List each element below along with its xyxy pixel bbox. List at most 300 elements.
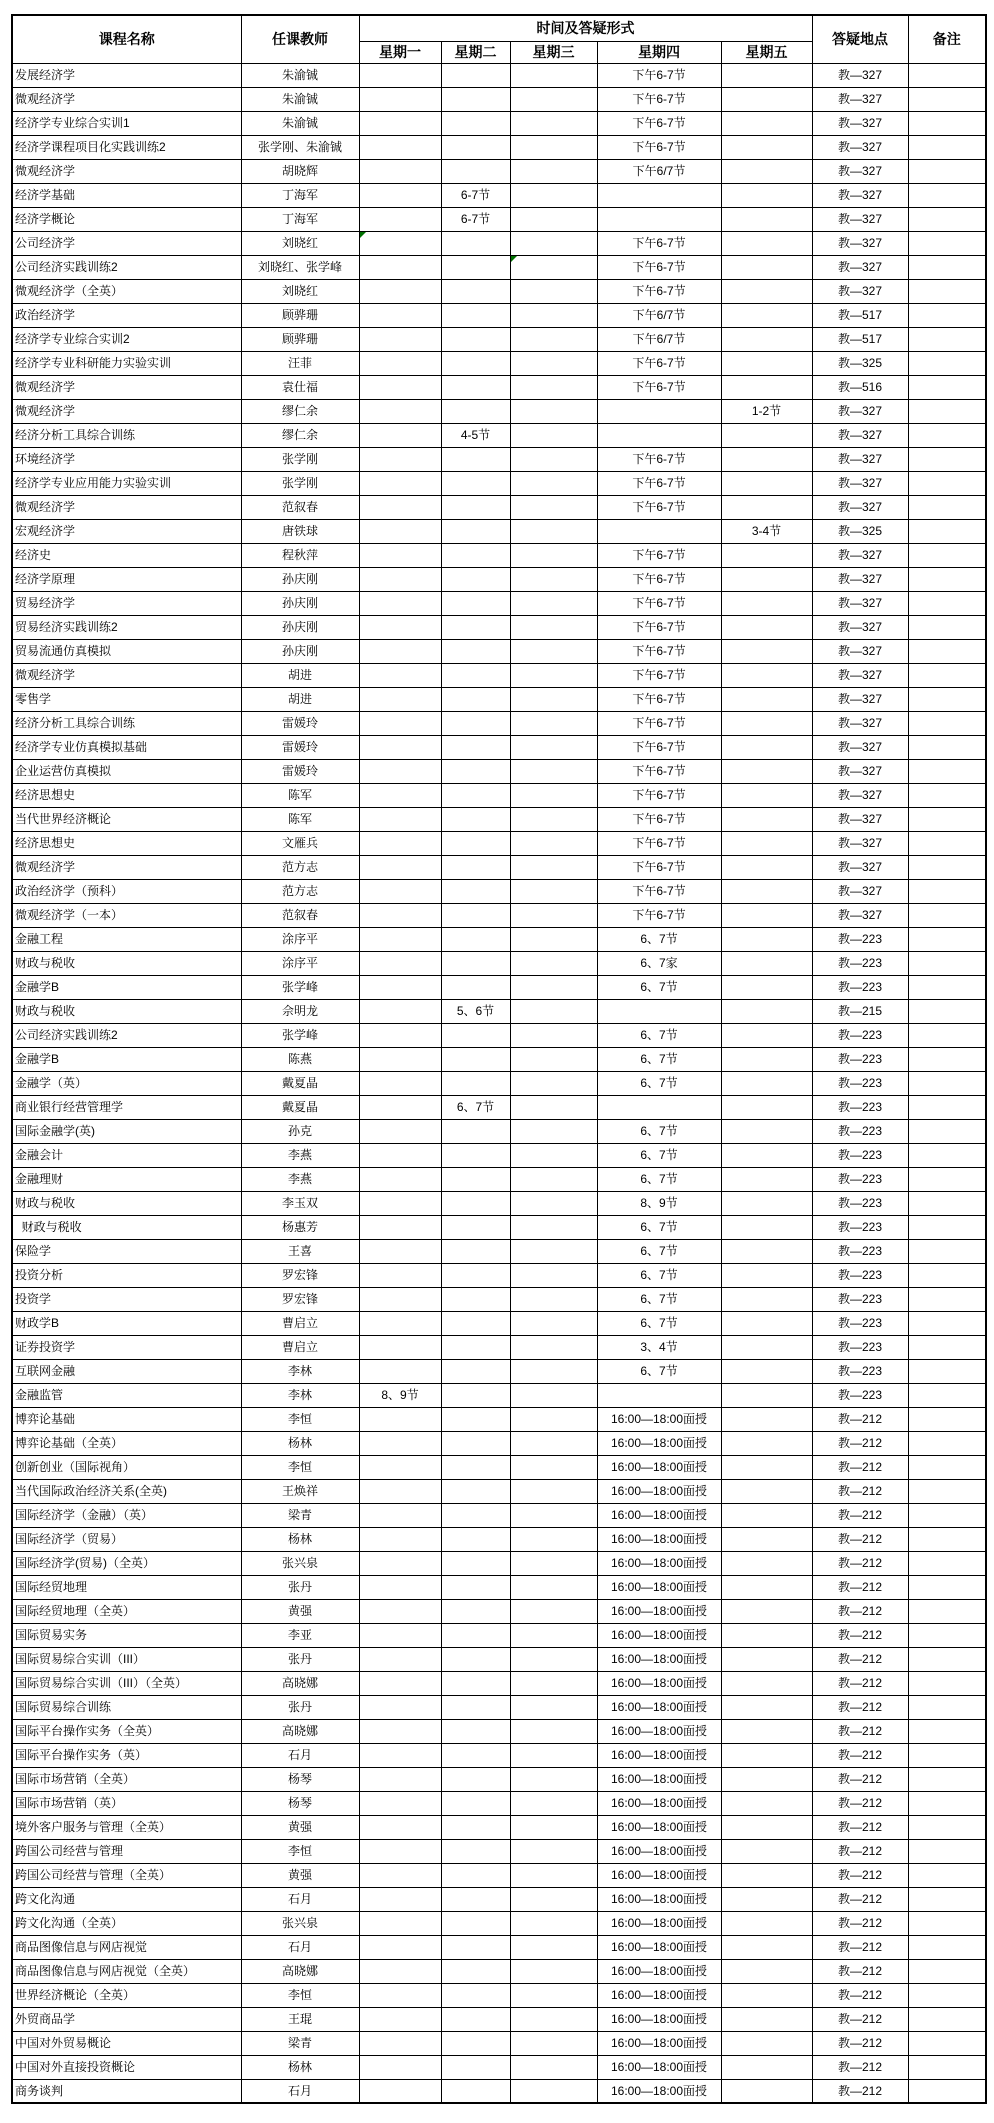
day-cell-wed[interactable] bbox=[510, 1575, 597, 1599]
teacher-cell[interactable]: 朱渝铖 bbox=[241, 87, 359, 111]
course-name-cell[interactable]: 跨国公司经营与管理 bbox=[12, 1839, 241, 1863]
day-cell-fri[interactable] bbox=[721, 207, 812, 231]
day-cell-thu[interactable]: 下午6-7节 bbox=[597, 807, 721, 831]
course-name-cell[interactable]: 国际贸易实务 bbox=[12, 1623, 241, 1647]
day-cell-tue[interactable] bbox=[441, 1407, 510, 1431]
day-cell-tue[interactable] bbox=[441, 1983, 510, 2007]
teacher-cell[interactable]: 陈军 bbox=[241, 807, 359, 831]
location-cell[interactable]: 教—327 bbox=[812, 447, 908, 471]
day-cell-wed[interactable] bbox=[510, 159, 597, 183]
course-name-cell[interactable]: 国际经贸地理（全英） bbox=[12, 1599, 241, 1623]
teacher-cell[interactable]: 朱渝铖 bbox=[241, 63, 359, 87]
course-name-cell[interactable]: 商品图像信息与网店视觉（全英） bbox=[12, 1959, 241, 1983]
day-cell-mon[interactable] bbox=[359, 1527, 441, 1551]
location-cell[interactable]: 教—327 bbox=[812, 567, 908, 591]
day-cell-wed[interactable] bbox=[510, 543, 597, 567]
note-cell[interactable] bbox=[908, 1167, 986, 1191]
day-cell-fri[interactable] bbox=[721, 855, 812, 879]
day-cell-mon[interactable] bbox=[359, 375, 441, 399]
course-name-cell[interactable]: 金融工程 bbox=[12, 927, 241, 951]
day-cell-thu[interactable]: 3、4节 bbox=[597, 1335, 721, 1359]
course-name-cell[interactable]: 国际经济学（金融）（英） bbox=[12, 1503, 241, 1527]
note-cell[interactable] bbox=[908, 207, 986, 231]
day-cell-wed[interactable] bbox=[510, 2031, 597, 2055]
day-cell-tue[interactable] bbox=[441, 1695, 510, 1719]
note-cell[interactable] bbox=[908, 903, 986, 927]
day-cell-wed[interactable] bbox=[510, 1167, 597, 1191]
location-cell[interactable]: 教—212 bbox=[812, 1935, 908, 1959]
course-name-cell[interactable]: 公司经济实践训练2 bbox=[12, 1023, 241, 1047]
note-cell[interactable] bbox=[908, 1047, 986, 1071]
course-name-cell[interactable]: 金融学（英） bbox=[12, 1071, 241, 1095]
note-cell[interactable] bbox=[908, 231, 986, 255]
day-cell-fri[interactable] bbox=[721, 1191, 812, 1215]
day-cell-fri[interactable] bbox=[721, 927, 812, 951]
day-cell-mon[interactable] bbox=[359, 1263, 441, 1287]
day-cell-mon[interactable] bbox=[359, 1575, 441, 1599]
teacher-cell[interactable]: 胡进 bbox=[241, 663, 359, 687]
course-name-cell[interactable]: 发展经济学 bbox=[12, 63, 241, 87]
teacher-cell[interactable]: 石月 bbox=[241, 1743, 359, 1767]
day-cell-fri[interactable] bbox=[721, 1071, 812, 1095]
teacher-cell[interactable]: 涂序平 bbox=[241, 951, 359, 975]
day-cell-wed[interactable] bbox=[510, 1839, 597, 1863]
day-cell-tue[interactable] bbox=[441, 615, 510, 639]
location-cell[interactable]: 教—327 bbox=[812, 639, 908, 663]
note-cell[interactable] bbox=[908, 807, 986, 831]
day-cell-tue[interactable] bbox=[441, 2031, 510, 2055]
day-cell-tue[interactable] bbox=[441, 1119, 510, 1143]
note-cell[interactable] bbox=[908, 1815, 986, 1839]
day-cell-wed[interactable] bbox=[510, 807, 597, 831]
teacher-cell[interactable]: 文雁兵 bbox=[241, 831, 359, 855]
day-cell-thu[interactable]: 16:00—18:00面授 bbox=[597, 1599, 721, 1623]
day-cell-thu[interactable]: 16:00—18:00面授 bbox=[597, 1551, 721, 1575]
teacher-cell[interactable]: 李燕 bbox=[241, 1167, 359, 1191]
course-name-cell[interactable]: 财政与税收 bbox=[12, 1191, 241, 1215]
teacher-cell[interactable]: 胡进 bbox=[241, 687, 359, 711]
day-cell-wed[interactable] bbox=[510, 1743, 597, 1767]
header-course-name[interactable]: 课程名称 bbox=[12, 15, 241, 63]
day-cell-fri[interactable] bbox=[721, 999, 812, 1023]
day-cell-thu[interactable]: 6、7节 bbox=[597, 1263, 721, 1287]
teacher-cell[interactable]: 杨琴 bbox=[241, 1767, 359, 1791]
teacher-cell[interactable]: 李恒 bbox=[241, 1455, 359, 1479]
day-cell-fri[interactable] bbox=[721, 951, 812, 975]
day-cell-tue[interactable] bbox=[441, 567, 510, 591]
location-cell[interactable]: 教—223 bbox=[812, 1167, 908, 1191]
header-location[interactable]: 答疑地点 bbox=[812, 15, 908, 63]
day-cell-tue[interactable] bbox=[441, 975, 510, 999]
day-cell-thu[interactable] bbox=[597, 399, 721, 423]
day-cell-mon[interactable] bbox=[359, 87, 441, 111]
day-cell-fri[interactable] bbox=[721, 1959, 812, 1983]
day-cell-thu[interactable]: 16:00—18:00面授 bbox=[597, 1839, 721, 1863]
day-cell-thu[interactable]: 下午6-7节 bbox=[597, 111, 721, 135]
day-cell-mon[interactable] bbox=[359, 111, 441, 135]
note-cell[interactable] bbox=[908, 1671, 986, 1695]
teacher-cell[interactable]: 陈军 bbox=[241, 783, 359, 807]
note-cell[interactable] bbox=[908, 1143, 986, 1167]
day-cell-wed[interactable] bbox=[510, 495, 597, 519]
day-cell-fri[interactable] bbox=[721, 1383, 812, 1407]
day-cell-thu[interactable]: 6、7节 bbox=[597, 975, 721, 999]
location-cell[interactable]: 教—327 bbox=[812, 111, 908, 135]
day-cell-fri[interactable] bbox=[721, 1335, 812, 1359]
course-name-cell[interactable]: 微观经济学 bbox=[12, 375, 241, 399]
day-cell-fri[interactable] bbox=[721, 1023, 812, 1047]
day-cell-fri[interactable] bbox=[721, 975, 812, 999]
location-cell[interactable]: 教—212 bbox=[812, 1671, 908, 1695]
day-cell-tue[interactable] bbox=[441, 63, 510, 87]
note-cell[interactable] bbox=[908, 1647, 986, 1671]
day-cell-mon[interactable] bbox=[359, 279, 441, 303]
day-cell-mon[interactable] bbox=[359, 2031, 441, 2055]
day-cell-thu[interactable]: 下午6-7节 bbox=[597, 567, 721, 591]
day-cell-fri[interactable] bbox=[721, 2007, 812, 2031]
note-cell[interactable] bbox=[908, 1599, 986, 1623]
course-name-cell[interactable]: 国际经贸地理 bbox=[12, 1575, 241, 1599]
day-cell-mon[interactable] bbox=[359, 855, 441, 879]
day-cell-fri[interactable] bbox=[721, 1527, 812, 1551]
day-cell-fri[interactable] bbox=[721, 735, 812, 759]
day-cell-thu[interactable]: 6、7家 bbox=[597, 951, 721, 975]
day-cell-mon[interactable] bbox=[359, 831, 441, 855]
teacher-cell[interactable]: 顾骅珊 bbox=[241, 303, 359, 327]
teacher-cell[interactable]: 李亚 bbox=[241, 1623, 359, 1647]
note-cell[interactable] bbox=[908, 639, 986, 663]
day-cell-tue[interactable] bbox=[441, 399, 510, 423]
course-name-cell[interactable]: 政治经济学 bbox=[12, 303, 241, 327]
day-cell-wed[interactable] bbox=[510, 975, 597, 999]
teacher-cell[interactable]: 黄强 bbox=[241, 1599, 359, 1623]
day-cell-tue[interactable] bbox=[441, 1719, 510, 1743]
day-cell-thu[interactable]: 16:00—18:00面授 bbox=[597, 1647, 721, 1671]
day-cell-tue[interactable] bbox=[441, 1839, 510, 1863]
day-cell-fri[interactable] bbox=[721, 1287, 812, 1311]
day-cell-wed[interactable] bbox=[510, 1383, 597, 1407]
teacher-cell[interactable]: 李燕 bbox=[241, 1143, 359, 1167]
location-cell[interactable]: 教—212 bbox=[812, 1887, 908, 1911]
day-cell-thu[interactable]: 16:00—18:00面授 bbox=[597, 1743, 721, 1767]
day-cell-tue[interactable] bbox=[441, 519, 510, 543]
note-cell[interactable] bbox=[908, 399, 986, 423]
day-cell-wed[interactable] bbox=[510, 111, 597, 135]
header-thursday[interactable]: 星期四 bbox=[597, 41, 721, 63]
course-name-cell[interactable]: 投资学 bbox=[12, 1287, 241, 1311]
day-cell-thu[interactable]: 6、7节 bbox=[597, 927, 721, 951]
location-cell[interactable]: 教—212 bbox=[812, 2055, 908, 2079]
day-cell-mon[interactable] bbox=[359, 447, 441, 471]
teacher-cell[interactable]: 张丹 bbox=[241, 1647, 359, 1671]
day-cell-tue[interactable] bbox=[441, 1911, 510, 1935]
day-cell-fri[interactable] bbox=[721, 1095, 812, 1119]
day-cell-fri[interactable] bbox=[721, 1887, 812, 1911]
day-cell-wed[interactable] bbox=[510, 207, 597, 231]
location-cell[interactable]: 教—223 bbox=[812, 1383, 908, 1407]
course-name-cell[interactable]: 国际平台操作实务（英） bbox=[12, 1743, 241, 1767]
header-tuesday[interactable]: 星期二 bbox=[441, 41, 510, 63]
note-cell[interactable] bbox=[908, 831, 986, 855]
course-name-cell[interactable]: 中国对外贸易概论 bbox=[12, 2031, 241, 2055]
day-cell-fri[interactable] bbox=[721, 1647, 812, 1671]
day-cell-tue[interactable] bbox=[441, 711, 510, 735]
day-cell-tue[interactable] bbox=[441, 471, 510, 495]
teacher-cell[interactable]: 石月 bbox=[241, 1887, 359, 1911]
day-cell-tue[interactable] bbox=[441, 1551, 510, 1575]
day-cell-tue[interactable] bbox=[441, 1959, 510, 1983]
day-cell-mon[interactable] bbox=[359, 1551, 441, 1575]
course-name-cell[interactable]: 经济学专业仿真模拟基础 bbox=[12, 735, 241, 759]
course-name-cell[interactable]: 国际市场营销（英） bbox=[12, 1791, 241, 1815]
day-cell-wed[interactable] bbox=[510, 831, 597, 855]
day-cell-mon[interactable] bbox=[359, 1167, 441, 1191]
day-cell-wed[interactable] bbox=[510, 1599, 597, 1623]
day-cell-tue[interactable] bbox=[441, 855, 510, 879]
day-cell-thu[interactable]: 16:00—18:00面授 bbox=[597, 1575, 721, 1599]
day-cell-wed[interactable] bbox=[510, 2007, 597, 2031]
location-cell[interactable]: 教—223 bbox=[812, 1119, 908, 1143]
day-cell-thu[interactable]: 下午6-7节 bbox=[597, 711, 721, 735]
day-cell-mon[interactable] bbox=[359, 1335, 441, 1359]
day-cell-wed[interactable] bbox=[510, 1767, 597, 1791]
day-cell-tue[interactable] bbox=[441, 1575, 510, 1599]
day-cell-mon[interactable] bbox=[359, 1815, 441, 1839]
day-cell-tue[interactable] bbox=[441, 159, 510, 183]
day-cell-fri[interactable] bbox=[721, 231, 812, 255]
day-cell-thu[interactable]: 6、7节 bbox=[597, 1359, 721, 1383]
teacher-cell[interactable]: 孙庆刚 bbox=[241, 615, 359, 639]
teacher-cell[interactable]: 刘晓红 bbox=[241, 231, 359, 255]
note-cell[interactable] bbox=[908, 1479, 986, 1503]
day-cell-wed[interactable] bbox=[510, 1119, 597, 1143]
note-cell[interactable] bbox=[908, 1719, 986, 1743]
course-name-cell[interactable]: 经济思想史 bbox=[12, 783, 241, 807]
day-cell-thu[interactable]: 16:00—18:00面授 bbox=[597, 1767, 721, 1791]
day-cell-thu[interactable]: 16:00—18:00面授 bbox=[597, 1911, 721, 1935]
day-cell-fri[interactable] bbox=[721, 639, 812, 663]
teacher-cell[interactable]: 涂序平 bbox=[241, 927, 359, 951]
teacher-cell[interactable]: 杨惠芳 bbox=[241, 1215, 359, 1239]
day-cell-wed[interactable] bbox=[510, 927, 597, 951]
note-cell[interactable] bbox=[908, 591, 986, 615]
day-cell-mon[interactable] bbox=[359, 615, 441, 639]
teacher-cell[interactable]: 戴夏晶 bbox=[241, 1095, 359, 1119]
teacher-cell[interactable]: 孙庆刚 bbox=[241, 567, 359, 591]
teacher-cell[interactable]: 范叙春 bbox=[241, 495, 359, 519]
day-cell-mon[interactable] bbox=[359, 327, 441, 351]
note-cell[interactable] bbox=[908, 1191, 986, 1215]
day-cell-mon[interactable] bbox=[359, 1455, 441, 1479]
day-cell-tue[interactable] bbox=[441, 2079, 510, 2103]
location-cell[interactable]: 教—327 bbox=[812, 687, 908, 711]
day-cell-mon[interactable] bbox=[359, 399, 441, 423]
day-cell-fri[interactable] bbox=[721, 1239, 812, 1263]
note-cell[interactable] bbox=[908, 447, 986, 471]
day-cell-thu[interactable]: 16:00—18:00面授 bbox=[597, 1863, 721, 1887]
day-cell-thu[interactable]: 16:00—18:00面授 bbox=[597, 2007, 721, 2031]
location-cell[interactable]: 教—327 bbox=[812, 399, 908, 423]
teacher-cell[interactable]: 缪仁余 bbox=[241, 423, 359, 447]
course-name-cell[interactable]: 博弈论基础（全英） bbox=[12, 1431, 241, 1455]
day-cell-wed[interactable] bbox=[510, 447, 597, 471]
note-cell[interactable] bbox=[908, 1023, 986, 1047]
day-cell-mon[interactable] bbox=[359, 1431, 441, 1455]
note-cell[interactable] bbox=[908, 111, 986, 135]
course-name-cell[interactable]: 宏观经济学 bbox=[12, 519, 241, 543]
note-cell[interactable] bbox=[908, 351, 986, 375]
day-cell-tue[interactable] bbox=[441, 135, 510, 159]
day-cell-wed[interactable] bbox=[510, 1455, 597, 1479]
header-teacher[interactable]: 任课教师 bbox=[241, 15, 359, 63]
location-cell[interactable]: 教—327 bbox=[812, 207, 908, 231]
course-name-cell[interactable]: 金融学B bbox=[12, 975, 241, 999]
day-cell-wed[interactable] bbox=[510, 255, 597, 279]
day-cell-fri[interactable] bbox=[721, 1455, 812, 1479]
course-name-cell[interactable]: 环境经济学 bbox=[12, 447, 241, 471]
day-cell-wed[interactable] bbox=[510, 903, 597, 927]
location-cell[interactable]: 教—327 bbox=[812, 831, 908, 855]
day-cell-thu[interactable]: 6、7节 bbox=[597, 1167, 721, 1191]
day-cell-thu[interactable] bbox=[597, 1095, 721, 1119]
day-cell-mon[interactable] bbox=[359, 1215, 441, 1239]
day-cell-tue[interactable] bbox=[441, 759, 510, 783]
day-cell-fri[interactable] bbox=[721, 903, 812, 927]
teacher-cell[interactable]: 胡晓辉 bbox=[241, 159, 359, 183]
day-cell-thu[interactable]: 下午6-7节 bbox=[597, 375, 721, 399]
day-cell-wed[interactable] bbox=[510, 783, 597, 807]
location-cell[interactable]: 教—327 bbox=[812, 903, 908, 927]
location-cell[interactable]: 教—223 bbox=[812, 1071, 908, 1095]
teacher-cell[interactable]: 李恒 bbox=[241, 1407, 359, 1431]
day-cell-wed[interactable] bbox=[510, 1863, 597, 1887]
day-cell-mon[interactable] bbox=[359, 1983, 441, 2007]
course-name-cell[interactable]: 国际市场营销（全英） bbox=[12, 1767, 241, 1791]
course-name-cell[interactable]: 贸易经济实践训练2 bbox=[12, 615, 241, 639]
day-cell-wed[interactable] bbox=[510, 1431, 597, 1455]
location-cell[interactable]: 教—327 bbox=[812, 423, 908, 447]
teacher-cell[interactable]: 孙庆刚 bbox=[241, 639, 359, 663]
course-name-cell[interactable]: 国际经济学（贸易） bbox=[12, 1527, 241, 1551]
note-cell[interactable] bbox=[908, 1119, 986, 1143]
header-friday[interactable]: 星期五 bbox=[721, 41, 812, 63]
location-cell[interactable]: 教—327 bbox=[812, 735, 908, 759]
teacher-cell[interactable]: 陈燕 bbox=[241, 1047, 359, 1071]
location-cell[interactable]: 教—327 bbox=[812, 591, 908, 615]
day-cell-thu[interactable]: 16:00—18:00面授 bbox=[597, 1719, 721, 1743]
day-cell-fri[interactable] bbox=[721, 615, 812, 639]
day-cell-mon[interactable] bbox=[359, 543, 441, 567]
day-cell-fri[interactable] bbox=[721, 1143, 812, 1167]
day-cell-fri[interactable] bbox=[721, 1623, 812, 1647]
day-cell-mon[interactable] bbox=[359, 1671, 441, 1695]
day-cell-mon[interactable] bbox=[359, 1287, 441, 1311]
day-cell-thu[interactable]: 下午6/7节 bbox=[597, 327, 721, 351]
note-cell[interactable] bbox=[908, 327, 986, 351]
course-name-cell[interactable]: 经济学概论 bbox=[12, 207, 241, 231]
location-cell[interactable]: 教—223 bbox=[812, 1143, 908, 1167]
day-cell-thu[interactable]: 6、7节 bbox=[597, 1311, 721, 1335]
day-cell-fri[interactable] bbox=[721, 87, 812, 111]
day-cell-thu[interactable]: 6、7节 bbox=[597, 1119, 721, 1143]
day-cell-wed[interactable] bbox=[510, 2079, 597, 2103]
day-cell-thu[interactable]: 16:00—18:00面授 bbox=[597, 2055, 721, 2079]
day-cell-wed[interactable] bbox=[510, 519, 597, 543]
course-name-cell[interactable]: 贸易经济学 bbox=[12, 591, 241, 615]
course-name-cell[interactable]: 金融理财 bbox=[12, 1167, 241, 1191]
header-time-group[interactable]: 时间及答疑形式 bbox=[359, 15, 812, 41]
location-cell[interactable]: 教—212 bbox=[812, 1575, 908, 1599]
location-cell[interactable]: 教—212 bbox=[812, 1647, 908, 1671]
location-cell[interactable]: 教—223 bbox=[812, 975, 908, 999]
location-cell[interactable]: 教—327 bbox=[812, 879, 908, 903]
location-cell[interactable]: 教—327 bbox=[812, 543, 908, 567]
course-name-cell[interactable]: 商品图像信息与网店视觉 bbox=[12, 1935, 241, 1959]
course-name-cell[interactable]: 企业运营仿真模拟 bbox=[12, 759, 241, 783]
day-cell-thu[interactable] bbox=[597, 1383, 721, 1407]
day-cell-tue[interactable] bbox=[441, 1047, 510, 1071]
day-cell-thu[interactable]: 6、7节 bbox=[597, 1071, 721, 1095]
location-cell[interactable]: 教—327 bbox=[812, 783, 908, 807]
course-name-cell[interactable]: 经济学专业应用能力实验实训 bbox=[12, 471, 241, 495]
day-cell-tue[interactable]: 5、6节 bbox=[441, 999, 510, 1023]
day-cell-tue[interactable] bbox=[441, 1623, 510, 1647]
course-name-cell[interactable]: 金融监管 bbox=[12, 1383, 241, 1407]
teacher-cell[interactable]: 张兴泉 bbox=[241, 1911, 359, 1935]
course-name-cell[interactable]: 外贸商品学 bbox=[12, 2007, 241, 2031]
day-cell-wed[interactable] bbox=[510, 1815, 597, 1839]
day-cell-wed[interactable] bbox=[510, 639, 597, 663]
day-cell-thu[interactable]: 下午6-7节 bbox=[597, 639, 721, 663]
location-cell[interactable]: 教—327 bbox=[812, 807, 908, 831]
day-cell-mon[interactable] bbox=[359, 1935, 441, 1959]
course-name-cell[interactable]: 微观经济学（一本） bbox=[12, 903, 241, 927]
day-cell-fri[interactable] bbox=[721, 663, 812, 687]
day-cell-fri[interactable] bbox=[721, 783, 812, 807]
teacher-cell[interactable]: 张丹 bbox=[241, 1575, 359, 1599]
note-cell[interactable] bbox=[908, 735, 986, 759]
location-cell[interactable]: 教—327 bbox=[812, 711, 908, 735]
teacher-cell[interactable]: 罗宏锋 bbox=[241, 1287, 359, 1311]
day-cell-mon[interactable] bbox=[359, 1479, 441, 1503]
note-cell[interactable] bbox=[908, 543, 986, 567]
day-cell-fri[interactable] bbox=[721, 495, 812, 519]
location-cell[interactable]: 教—223 bbox=[812, 1215, 908, 1239]
teacher-cell[interactable]: 丁海军 bbox=[241, 207, 359, 231]
course-name-cell[interactable]: 微观经济学 bbox=[12, 399, 241, 423]
course-name-cell[interactable]: 国际贸易综合实训（III） bbox=[12, 1647, 241, 1671]
location-cell[interactable]: 教—212 bbox=[812, 1767, 908, 1791]
note-cell[interactable] bbox=[908, 783, 986, 807]
location-cell[interactable]: 教—223 bbox=[812, 1311, 908, 1335]
day-cell-thu[interactable]: 16:00—18:00面授 bbox=[597, 1815, 721, 1839]
teacher-cell[interactable]: 张丹 bbox=[241, 1695, 359, 1719]
note-cell[interactable] bbox=[908, 687, 986, 711]
day-cell-wed[interactable] bbox=[510, 1791, 597, 1815]
course-name-cell[interactable]: 金融学B bbox=[12, 1047, 241, 1071]
location-cell[interactable]: 教—212 bbox=[812, 2007, 908, 2031]
location-cell[interactable]: 教—223 bbox=[812, 1335, 908, 1359]
location-cell[interactable]: 教—212 bbox=[812, 2079, 908, 2103]
day-cell-fri[interactable] bbox=[721, 1359, 812, 1383]
day-cell-tue[interactable] bbox=[441, 879, 510, 903]
day-cell-tue[interactable] bbox=[441, 1431, 510, 1455]
day-cell-mon[interactable] bbox=[359, 1791, 441, 1815]
teacher-cell[interactable]: 黄强 bbox=[241, 1863, 359, 1887]
location-cell[interactable]: 教—223 bbox=[812, 1047, 908, 1071]
course-name-cell[interactable]: 国际经济学(贸易)（全英） bbox=[12, 1551, 241, 1575]
teacher-cell[interactable]: 高晓娜 bbox=[241, 1719, 359, 1743]
